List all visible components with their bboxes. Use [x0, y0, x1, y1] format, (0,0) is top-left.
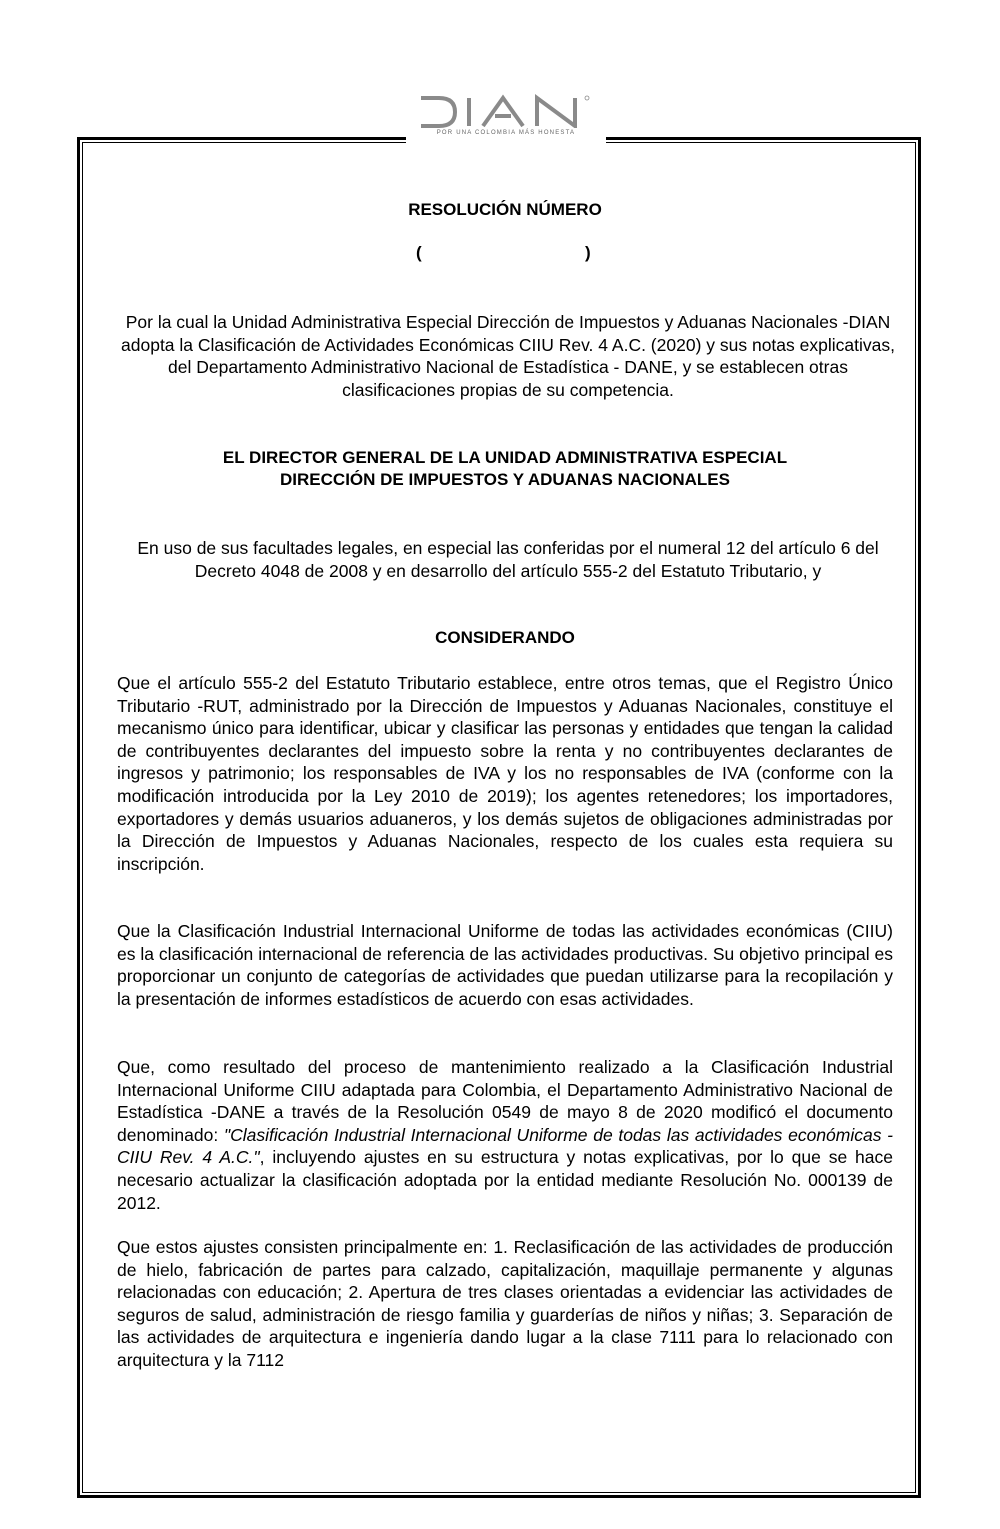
- considering-paragraph-3: [117, 1056, 893, 1214]
- paragraph-3-text-start: Que, como resultado del proceso de mantenimiento realizado a la Clasificación Industrial Internacional Uniforme CIIU adaptada para Colombia, el Departamento Administrativo Nacional de Estadística -DANE a través de la Resolución 0549 de mayo 8 de 2020 modificó el documento denominado:: [117, 1057, 893, 1145]
- resolution-number-open-paren: (: [416, 243, 422, 262]
- considering-paragraph-2: Que la Clasificación Industrial Internacional Uniforme de todas las actividades económicas (CIIU) es la clasificación internacional de referencia de las actividades productivas. Su objetivo principal es proporcionar un conjunto de categorías de actividades que puedan utilizarse para la recopilación y la presentación de informes estadísticos de acuerdo con esas actividades.: [117, 921, 893, 1009]
- legal-powers: En uso de sus facultades legales, en especial las conferidas por el numeral 12 del artículo 6 del Decreto 4048 de 2008 y en desarrollo del artículo 555-2 del Estatuto Tributario, y: [137, 538, 879, 581]
- considering-paragraph-1: Que el artículo 555-2 del Estatuto Tributario establece, entre otros temas, que el Registro Único Tributario -RUT, administrado por la Dirección de Impuestos y Aduanas Nacionales, constituye el mecanismo único para identificar, ubicar y clasificar las personas y entidades que tengan la calidad de contribuyentes declarantes del impuesto sobre la renta y no contribuyentes declarantes de ingresos y patrimonio; los responsables de IVA y los no responsables de IVA (conforme con la modificación introducida por la Ley 2010 de 2019); los agentes retenedores; los importadores, exportadores y demás usuarios aduaneros, y los demás sujetos de obligaciones administradas por la Dirección de Impuestos y Aduanas Nacionales, respecto de los cuales esta requiera su inscripción.: [117, 673, 893, 874]
- authority-line-1: EL DIRECTOR GENERAL DE LA UNIDAD ADMINISTRATIVA ESPECIAL: [222, 448, 788, 467]
- resolution-number-close-paren: ): [585, 243, 591, 262]
- authority-line-2: DIRECCIÓN DE IMPUESTOS Y ADUANAS NACIONALES: [280, 470, 730, 489]
- considering-heading: CONSIDERANDO: [435, 628, 575, 647]
- paragraph-3-text-end: , incluyendo ajustes en su estructura y notas explicativas, por lo que se hace necesario actualizar la clasificación adoptada por la entidad mediante Resolución No. 000139 de 2012.: [117, 1147, 893, 1213]
- considering-paragraph-4: Que estos ajustes consisten principalmente en: 1. Reclasificación de las actividades de producción de hielo, fabricación de partes para calzado, capitalización, maquillaje permanente y algunas relacionadas con educación; 2. Apertura de tres clases orientadas a evidenciar las actividades de seguros de salud, administración de riesgo familia y guarderías de niños y niñas; 3. Separación de las actividades de arquitectura e ingeniería dando lugar a la clase 7111 para lo relacionado con arquitectura y la 7112: [117, 1237, 893, 1370]
- document-title-italic: "Clasificación Industrial Internacional Uniforme de todas las actividades económicas -CIIU Rev. 4 A.C.": [117, 1124, 893, 1168]
- dian-logo-wordmark: [411, 92, 601, 128]
- logo-tagline: POR UNA COLOMBIA MÁS HONESTA: [436, 130, 576, 136]
- dian-logo: [406, 92, 606, 148]
- resolution-title: RESOLUCIÓN NÚMERO: [408, 200, 602, 219]
- resolution-summary: Por la cual la Unidad Administrativa Especial Dirección de Impuestos y Aduanas Nacionales -DIAN adopta la Clasificación de Actividades Económicas CIIU Rev. 4 A.C. (2020) y sus notas explicativas, del Departamento Administrativo Nacional de Estadística - DANE, y se establecen otras clasificaciones propias de su competencia.: [121, 312, 895, 400]
